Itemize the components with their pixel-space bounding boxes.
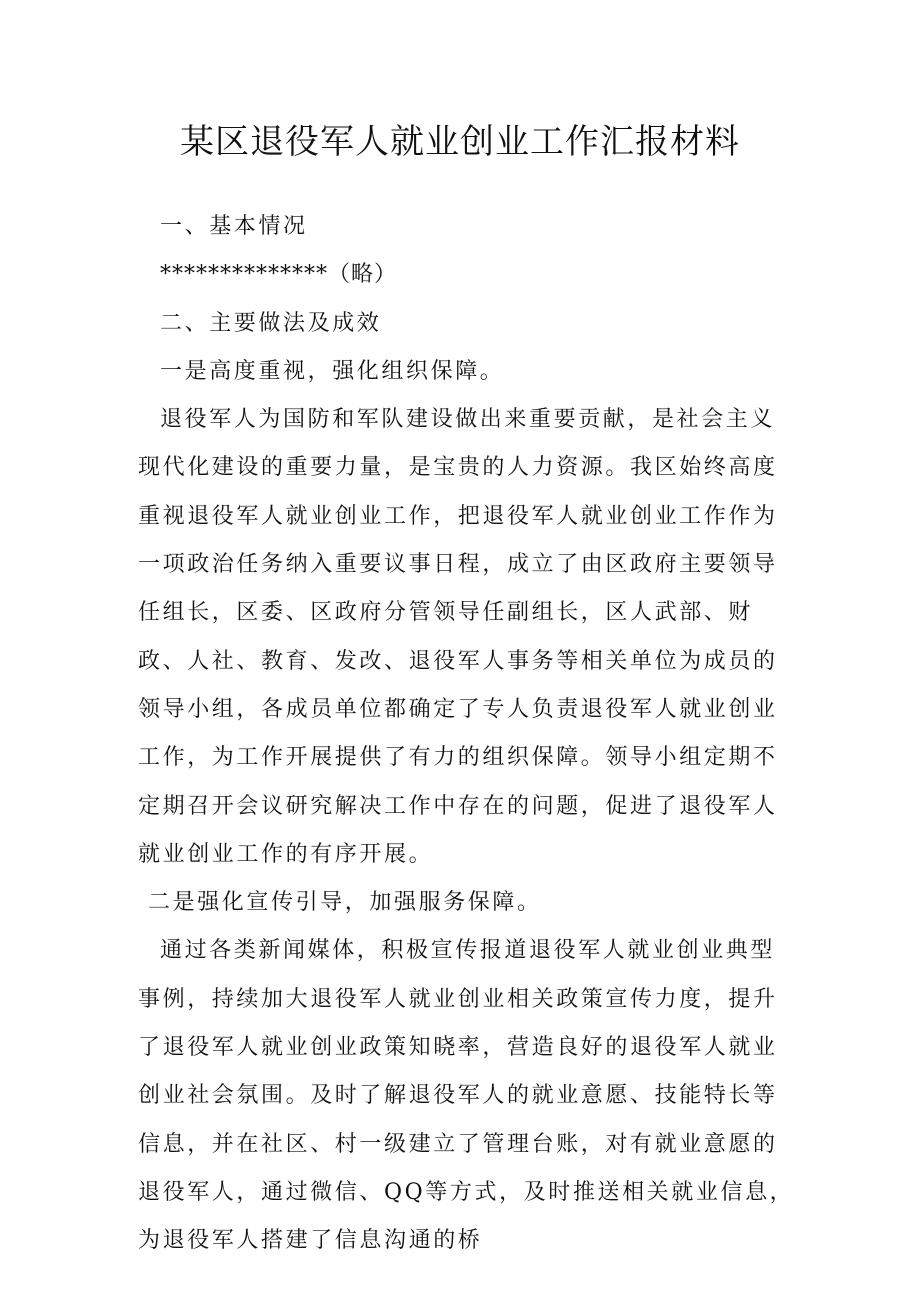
- paragraph-publicity: 通过各类新闻媒体，积极宣传报道退役军人就业创业典型事例，持续加大退役军人就业创业相关政策宣传力度，提升了退役军人就业创业政策知晓率，营造良好的退役军人就业创业社会氛围。及时了解退役军人的就业意愿、技能特长等信息，并在社区、村一级建立了管理台账，对有就业意愿的退役军人，通过微信、QQ等方式，及时推送相关就业信息，为退役军人搭建了信息沟通的桥: [138, 938, 795, 1254]
- paragraph-organization: 退役军人为国防和军队建设做出来重要贡献，是社会主义现代化建设的重要力量，是宝贵的人力资源。我区始终高度重视退役军人就业创业工作，把退役军人就业创业工作作为一项政治任务纳入重要议事日程，成立了由区政府主要领导任组长，区委、区政府分管领导任副组长，区人武部、财政、人社、教育、发改、退役军人事务等相关单位为成员的领导小组，各成员单位都确定了专人负责退役军人就业创业工作，为工作开展提供了有力的组织保障。领导小组定期不定期召开会议研究解决工作中存在的问题，促进了退役军人就业创业工作的有序开展。: [138, 407, 778, 867]
- subheading-publicity: 二是强化宣传引导，加强服务保障。: [148, 890, 542, 916]
- document-body: [138, 203, 798, 1266]
- section-heading-main-practices: 二、主要做法及成效: [160, 310, 382, 336]
- subheading-organization: 一是高度重视，强化组织保障。: [160, 358, 505, 384]
- section-heading-basic-info: 一、基本情况: [160, 214, 308, 239]
- document-title: 某区退役军人就业创业工作汇报材料: [180, 122, 740, 162]
- omitted-content-line: **************（略）: [160, 262, 398, 288]
